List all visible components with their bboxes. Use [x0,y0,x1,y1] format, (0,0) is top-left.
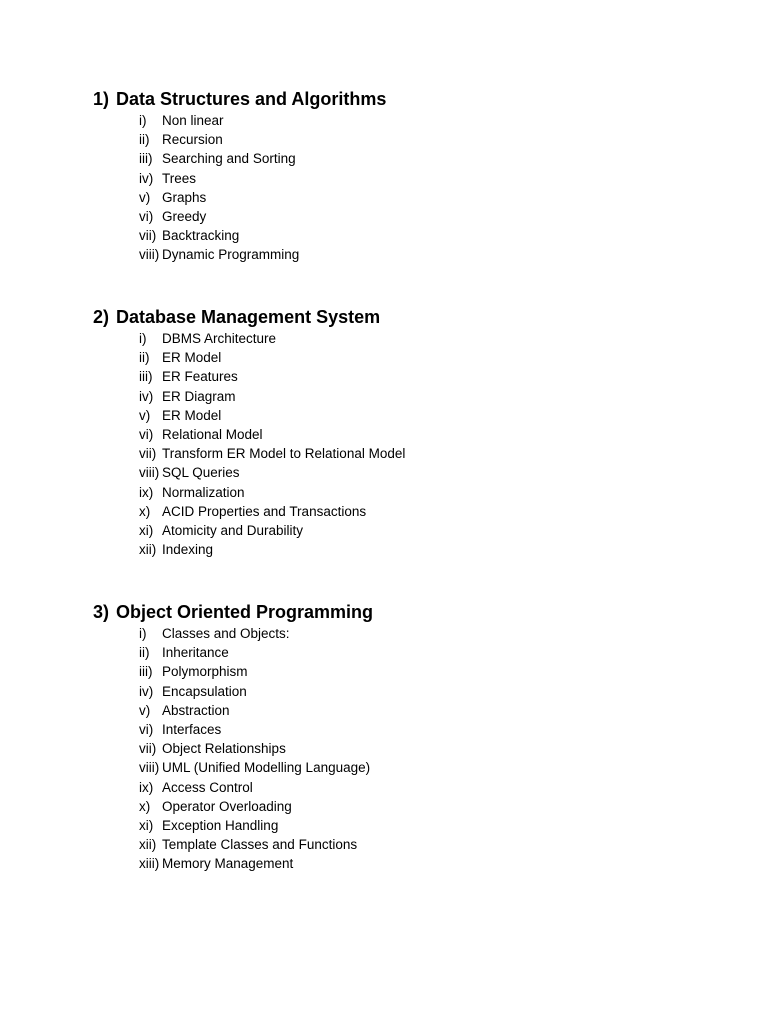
list-item-text: Dynamic Programming [162,247,300,263]
list-item-number: ix) [139,484,154,500]
list-item-text: Searching and Sorting [162,151,296,167]
list-item-number: i) [139,331,147,346]
list-item [139,387,713,406]
list-item-number: iv) [139,683,154,699]
topic-list [93,624,713,873]
list-item-number: v) [139,407,151,423]
list-item [139,758,713,777]
list-item [139,682,713,701]
list-item-text: Indexing [162,542,214,558]
list-item-number: xi) [139,522,154,538]
section-2 [93,306,713,559]
section-title: Data Structures and Algorithms [116,89,387,109]
section-number: 3) [93,602,110,622]
list-item-number: v) [139,189,151,205]
list-item [139,207,713,226]
list-item [139,169,713,188]
list-item-text: Object Relationships [162,741,286,757]
list-item-text: UML (Unified Modelling Language) [162,760,371,776]
list-item-number: vii) [139,446,157,462]
list-item-number: vii) [139,228,157,244]
list-item-number: v) [139,702,151,718]
list-item-number: vi) [139,426,154,442]
list-item-number: xiii) [139,856,160,872]
list-item-text: Inheritance [162,645,229,661]
list-item-text: Relational Model [162,426,263,442]
list-item-number: ii) [139,132,150,148]
list-item-text: Operator Overloading [162,798,292,814]
list-item [139,149,713,168]
list-item [139,540,713,559]
list-item-text: ER Diagram [162,388,236,404]
list-item-number: ii) [139,645,150,661]
list-item-number: iv) [139,170,154,186]
list-item [139,245,713,264]
list-item [139,739,713,758]
list-item-number: viii) [139,760,160,776]
list-item-number: iii) [139,151,153,167]
list-item-text: Template Classes and Functions [162,837,358,853]
list-item-text: ER Features [162,369,238,385]
list-item [139,662,713,681]
list-item [139,778,713,797]
list-item-text: Greedy [162,208,207,224]
list-item [139,226,713,245]
list-item-number: vi) [139,208,154,224]
list-item-text: Interfaces [162,721,222,737]
list-item-text: ACID Properties and Transactions [162,503,367,519]
list-item-text: Non linear [162,113,224,128]
list-item-number: xi) [139,817,154,833]
list-item-text: SQL Queries [162,465,240,481]
list-item [139,188,713,207]
section-heading [93,306,713,328]
list-item [139,521,713,540]
list-item-number: vi) [139,721,154,737]
list-item [139,854,713,873]
list-item-number: i) [139,113,147,128]
list-item [139,406,713,425]
list-item-text: Classes and Objects: [162,626,290,641]
list-item-text: ER Model [162,350,222,366]
list-item [139,463,713,482]
list-item [139,111,713,130]
list-item-number: x) [139,798,151,814]
section-title: Object Oriented Programming [116,602,374,622]
list-item [139,701,713,720]
list-item-number: iv) [139,388,154,404]
list-item-number: ix) [139,779,154,795]
list-item-number: iii) [139,369,153,385]
list-item [139,502,713,521]
section-number: 1) [93,89,110,109]
list-item [139,329,713,348]
list-item-text: ER Model [162,407,222,423]
list-item-text: Atomicity and Durability [162,522,304,538]
list-item-text: Transform ER Model to Relational Model [162,446,406,462]
list-item-number: x) [139,503,151,519]
list-item [139,624,713,643]
list-item-number: viii) [139,465,160,481]
list-item-text: Graphs [162,189,207,205]
list-item-number: iii) [139,664,153,680]
list-item-text: Encapsulation [162,683,247,699]
list-item-number: ii) [139,350,150,366]
list-item-number: vii) [139,741,157,757]
section-title: Database Management System [116,307,381,327]
list-item [139,348,713,367]
list-item-number: xii) [139,837,157,853]
list-item-text: DBMS Architecture [162,331,277,346]
list-item-text: Backtracking [162,228,240,244]
list-item [139,130,713,149]
section-3 [93,601,713,873]
list-item [139,444,713,463]
list-item [139,835,713,854]
list-item [139,816,713,835]
section-heading [93,601,713,623]
list-item-text: Abstraction [162,702,230,718]
list-item [139,720,713,739]
list-item-text: Memory Management [162,856,294,872]
list-item-text: Exception Handling [162,817,279,833]
list-item-text: Trees [162,170,197,186]
list-item-number: i) [139,626,147,641]
list-item [139,425,713,444]
topic-list [93,329,713,559]
section-1 [93,88,713,265]
list-item [139,643,713,662]
list-item [139,483,713,502]
list-item [139,367,713,386]
list-item-text: Normalization [162,484,245,500]
section-heading [93,88,713,110]
topic-list [93,111,713,265]
list-item-number: viii) [139,247,160,263]
section-number: 2) [93,307,110,327]
list-item-number: xii) [139,542,157,558]
list-item [139,797,713,816]
list-item-text: Polymorphism [162,664,248,680]
list-item-text: Recursion [162,132,223,148]
list-item-text: Access Control [162,779,253,795]
